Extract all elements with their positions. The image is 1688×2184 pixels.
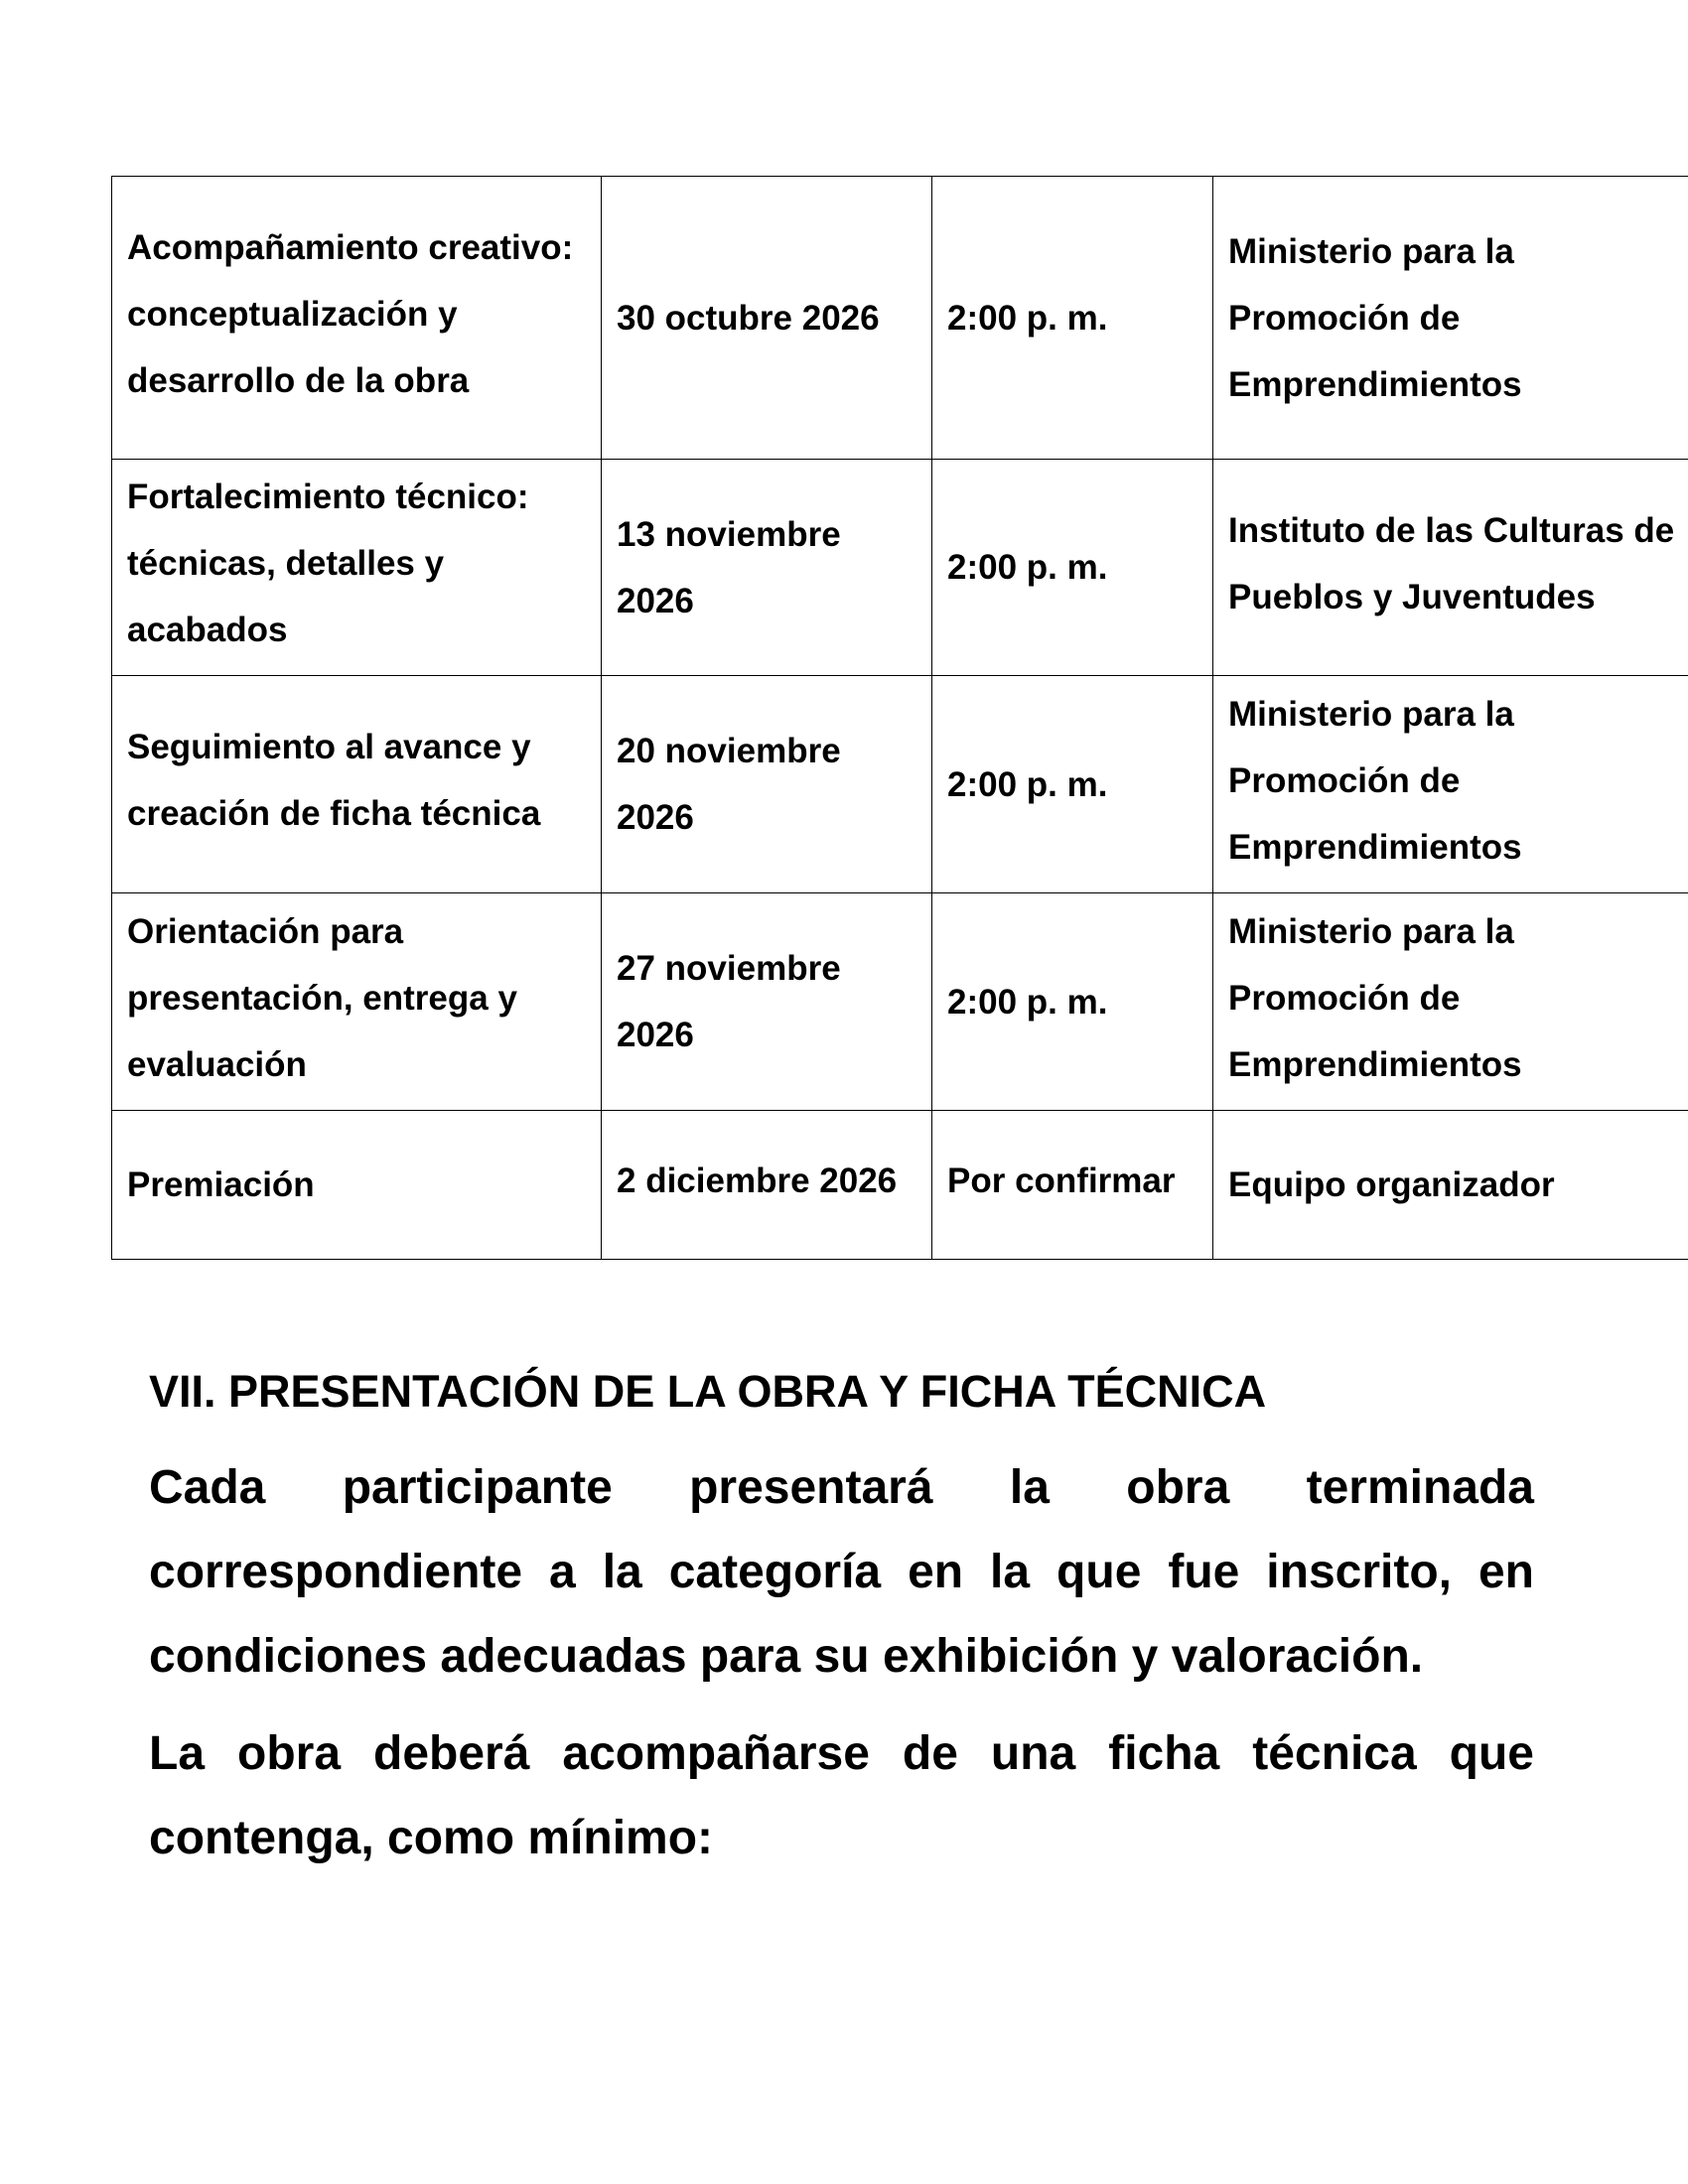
activity-cell xyxy=(112,460,602,676)
table-row xyxy=(112,1111,1688,1260)
section-heading: VII. PRESENTACIÓN DE LA OBRA Y FICHA TÉCNICA xyxy=(149,1366,1267,1417)
organizer-cell xyxy=(1213,460,1688,676)
time-text: 2:00 p. m. xyxy=(947,982,1108,1022)
time-cell xyxy=(932,676,1213,893)
time-text: 2:00 p. m. xyxy=(947,298,1108,338)
date-text: 2 diciembre 2026 xyxy=(617,1161,898,1200)
date-cell xyxy=(602,177,932,460)
date-cell xyxy=(602,460,932,676)
time-text: 2:00 p. m. xyxy=(947,548,1108,587)
date-cell xyxy=(602,676,932,893)
time-cell xyxy=(932,893,1213,1111)
activity-text: Seguimiento al avance y creación de ficha técnica xyxy=(127,728,541,833)
date-text: 13 noviembre 2026 xyxy=(617,514,841,620)
time-cell xyxy=(932,1111,1213,1260)
organizer-cell xyxy=(1213,893,1688,1111)
organizer-text: Instituto de las Culturas de Pueblos y Juventudes xyxy=(1228,510,1675,616)
date-text: 27 noviembre 2026 xyxy=(617,949,841,1054)
table-row xyxy=(112,177,1688,460)
activity-text: Acompañamiento creativo: conceptualización y desarrollo de la obra xyxy=(127,227,574,400)
table-row xyxy=(112,460,1688,676)
time-cell xyxy=(932,460,1213,676)
date-cell xyxy=(602,1111,932,1260)
date-text: 30 octubre 2026 xyxy=(617,298,880,338)
time-text: Por confirmar xyxy=(947,1161,1176,1200)
body-paragraph: Cada participante presentará la obra terminada correspondiente a la categoría en la que fue inscrito, en condiciones adecuadas para su exhibición y valoración. xyxy=(149,1461,1534,1683)
date-cell xyxy=(602,893,932,1111)
organizer-cell xyxy=(1213,1111,1688,1260)
activity-cell xyxy=(112,676,602,893)
section-vii xyxy=(149,1350,1534,1893)
table-row xyxy=(112,893,1688,1111)
time-text: 2:00 p. m. xyxy=(947,764,1108,804)
body-paragraph: La obra deberá acompañarse de una ficha técnica que contenga, como mínimo: xyxy=(149,1727,1534,1864)
organizer-text: Equipo organizador xyxy=(1228,1165,1555,1204)
organizer-cell xyxy=(1213,177,1688,460)
schedule-table xyxy=(111,176,1688,1260)
activity-text: Fortalecimiento técnico: técnicas, detalles y acabados xyxy=(127,478,529,649)
time-cell xyxy=(932,177,1213,460)
date-text: 20 noviembre 2026 xyxy=(617,732,841,837)
organizer-text: Ministerio para la Promoción de Emprendimientos xyxy=(1228,911,1522,1084)
activity-cell xyxy=(112,893,602,1111)
organizer-cell xyxy=(1213,676,1688,893)
table-row xyxy=(112,676,1688,893)
activity-text: Orientación para presentación, entrega y evaluación xyxy=(127,911,517,1084)
activity-cell xyxy=(112,177,602,460)
organizer-text: Ministerio para la Promoción de Emprendimientos xyxy=(1228,694,1522,867)
activity-text: Premiación xyxy=(127,1165,315,1204)
activity-cell xyxy=(112,1111,602,1260)
organizer-text: Ministerio para la Promoción de Emprendimientos xyxy=(1228,231,1522,404)
